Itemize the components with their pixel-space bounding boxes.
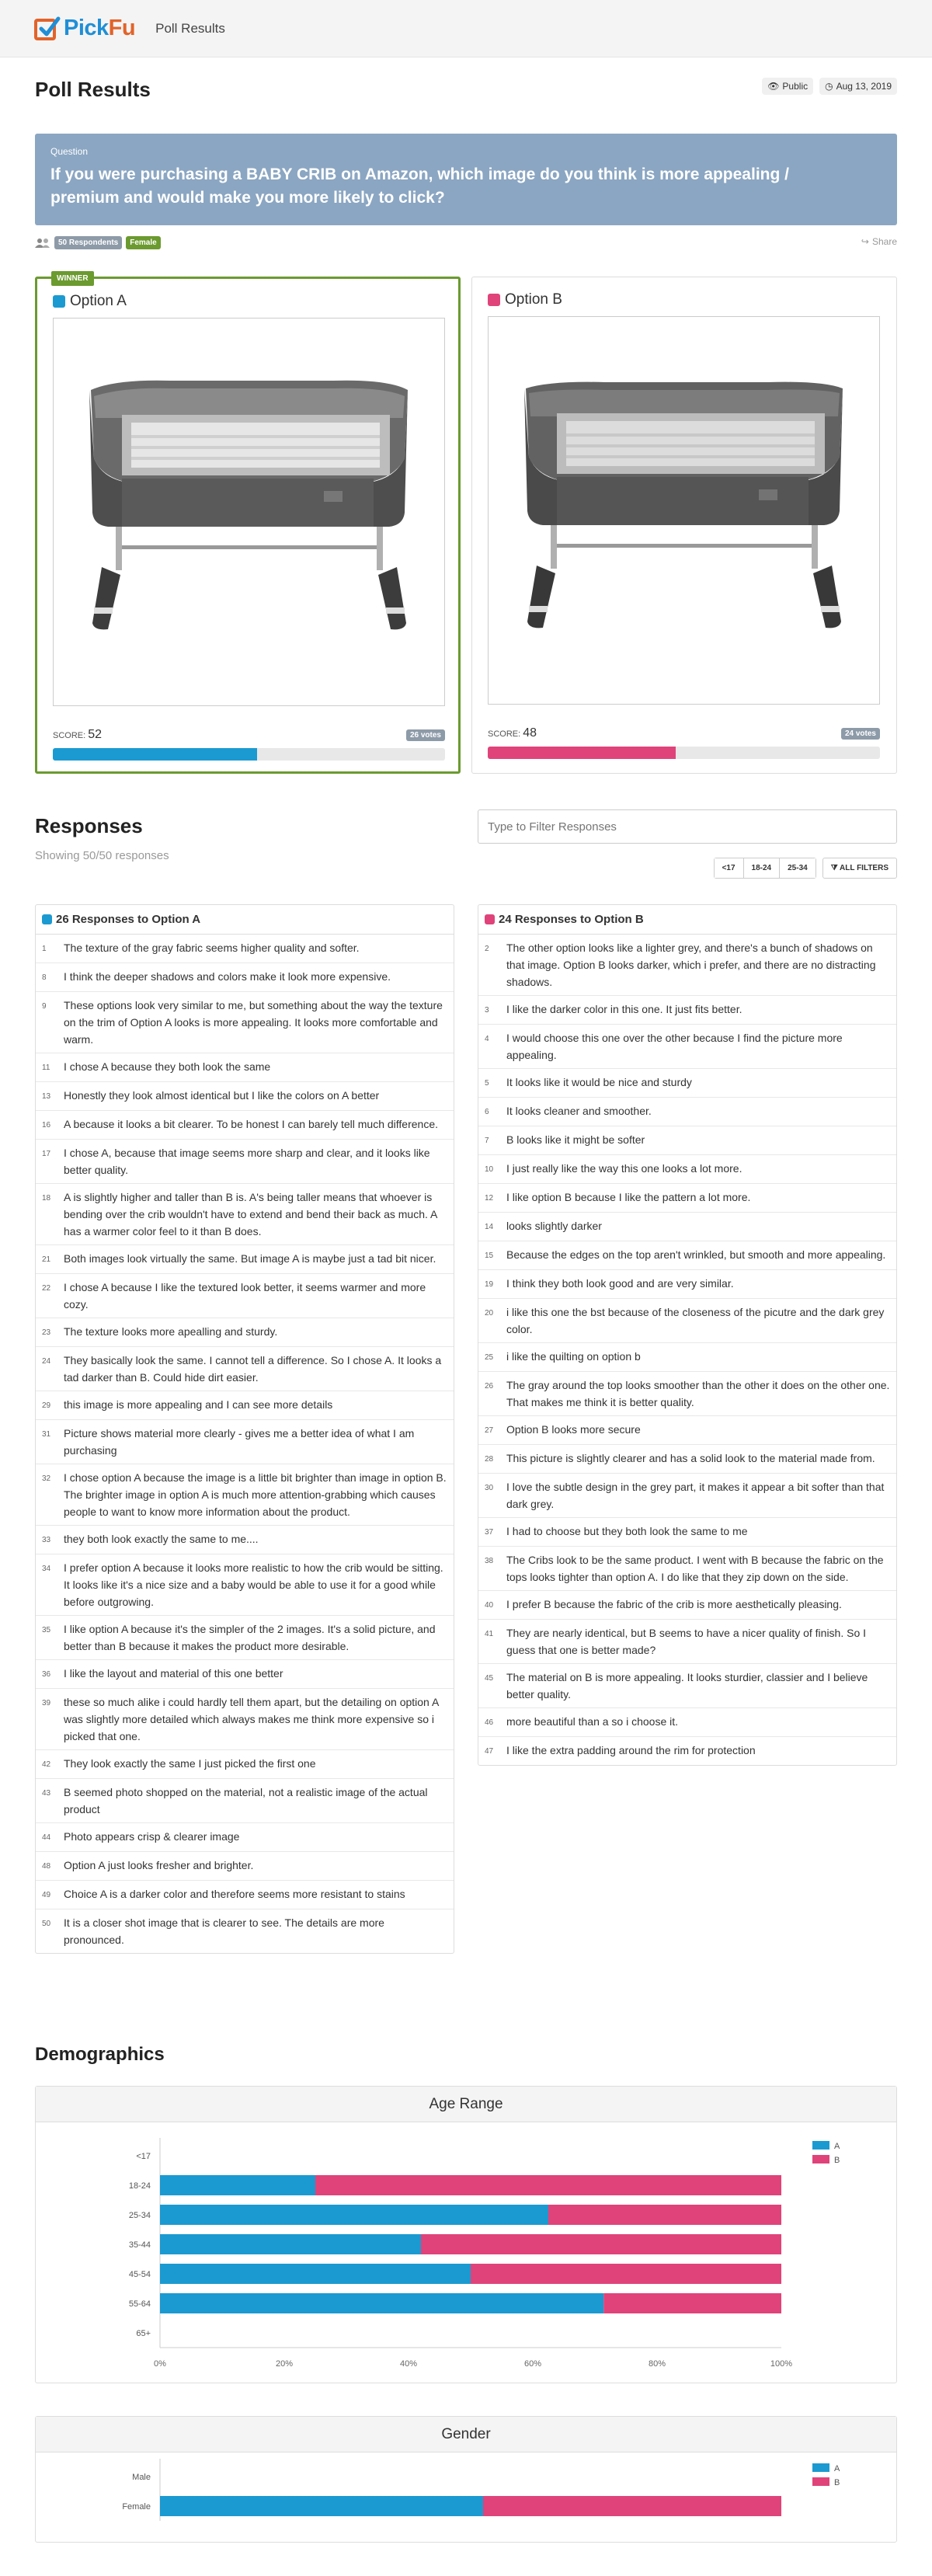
response-text: I chose A because I like the textured look better, it seems warmer and more cozy. (64, 1281, 426, 1311)
response-item (36, 1750, 454, 1779)
response-number: 2 (485, 945, 489, 953)
response-text: These options look very similar to me, but something about the way the texture on the trim of Option A looks is more appealing. It looks more comfortable and warm. (64, 999, 443, 1046)
response-item (36, 1318, 454, 1347)
response-item (478, 1098, 896, 1126)
response-item (478, 1126, 896, 1155)
response-text: Option B looks more secure (506, 1423, 641, 1436)
response-number: 30 (485, 1484, 494, 1492)
filter-under-17[interactable]: <17 (715, 858, 744, 878)
response-text: They look exactly the same I just picked the first one (64, 1757, 316, 1770)
response-item (36, 1779, 454, 1823)
response-text: i like this one the bst because of the closeness of the picutre and the dark grey color. (506, 1306, 885, 1335)
response-text: Both images look virtually the same. But image A is maybe just a tad bit nicer. (64, 1252, 436, 1265)
filter-18-24[interactable]: 18-24 (744, 858, 781, 878)
response-number: 4 (485, 1035, 489, 1043)
legend-swatch-a (812, 2463, 829, 2472)
response-text: The material on B is more appealing. It looks sturdier, classier and I believe better quality. (506, 1671, 868, 1701)
response-item (36, 1347, 454, 1391)
response-number: 18 (42, 1194, 51, 1203)
filter-icon: ⧩ (830, 864, 838, 872)
option-a-header (53, 293, 127, 310)
response-number: 28 (485, 1455, 494, 1464)
x-tick-label: 0% (154, 2359, 166, 2369)
response-text: Option A just looks fresher and brighter. (64, 1859, 254, 1871)
option-b-responses-header: 24 Responses to Option B (478, 905, 896, 935)
age-range-chart (36, 2122, 896, 2379)
response-item (478, 1069, 896, 1098)
response-text: I prefer option A because it looks more realistic to how the crib would be sitting. It looks like it's a nice size and a baby would be able to use it for a good while before outgrowing. (64, 1561, 443, 1608)
category-label: 25-34 (128, 2211, 151, 2220)
response-text: this image is more appealing and I can see more details (64, 1398, 333, 1411)
option-b-score-row (488, 726, 880, 740)
response-number: 9 (42, 1002, 47, 1011)
response-item (478, 1620, 896, 1664)
option-b-responses-swatch (485, 914, 495, 924)
option-a-responses-header: 26 Responses to Option A (36, 905, 454, 935)
response-item (36, 1852, 454, 1881)
response-item (36, 1082, 454, 1111)
visibility-badge: 👁 Public (762, 78, 813, 95)
bar-b-45-54 (471, 2264, 781, 2284)
category-label: 18-24 (128, 2181, 151, 2191)
response-text: I just really like the way this one looks a lot more. (506, 1162, 742, 1175)
option-a-image[interactable] (53, 318, 445, 706)
response-item (478, 1474, 896, 1518)
response-text: I love the subtle design in the grey part, it makes it appear a bit softer than that dark grey. (506, 1481, 885, 1510)
category-label: <17 (136, 2152, 151, 2161)
response-item (36, 1140, 454, 1184)
option-b-name: Option B (505, 291, 562, 308)
response-item (478, 1155, 896, 1184)
response-number: 49 (42, 1891, 51, 1899)
bar-b-Female (483, 2496, 781, 2516)
users-icon (35, 238, 50, 249)
response-number: 33 (42, 1536, 51, 1544)
response-item (478, 1416, 896, 1445)
response-text: A is slightly higher and taller than B is. A's being taller means that whoever is bending over the crib wouldn't have to extend and bend their back as much. A has a warmer color feel to it than B does. (64, 1191, 437, 1238)
x-tick-label: 100% (770, 2359, 793, 2369)
option-a-score-bar (53, 748, 445, 761)
response-number: 50 (42, 1920, 51, 1928)
response-item (36, 1274, 454, 1318)
bar-a-18-24 (160, 2175, 315, 2195)
top-nav-bar (0, 0, 932, 57)
response-item (478, 1025, 896, 1069)
responses-count: Showing 50/50 responses (35, 849, 169, 862)
response-item (478, 996, 896, 1025)
response-number: 3 (485, 1006, 489, 1015)
response-item (478, 1547, 896, 1591)
crib-image-a (54, 319, 444, 705)
x-tick-label: 60% (523, 2359, 542, 2369)
response-item (36, 1616, 454, 1660)
option-a-responses (35, 904, 454, 1954)
legend-label: B (834, 2156, 840, 2165)
response-text: The texture of the gray fabric seems higher quality and softer. (64, 942, 360, 954)
response-item (36, 1689, 454, 1750)
option-a-score: SCORE: 52 (53, 728, 103, 741)
gender-chart-card (35, 2416, 897, 2543)
category-label: Male (132, 2473, 151, 2482)
response-text: The gray around the top looks smoother than the other it does on the other one. That makes me think it is better quality. (506, 1379, 890, 1408)
response-number: 13 (42, 1092, 51, 1101)
response-number: 32 (42, 1474, 51, 1483)
option-a-responses-swatch (42, 914, 52, 924)
option-b-score-fill (488, 747, 676, 759)
option-b-image[interactable] (488, 316, 880, 705)
response-number: 34 (42, 1565, 51, 1573)
legend-label: A (834, 2464, 840, 2473)
response-item (36, 1053, 454, 1082)
response-item (36, 1554, 454, 1616)
gender-tag: Female (126, 236, 160, 249)
response-item (478, 1518, 896, 1547)
response-text: Choice A is a darker color and therefore seems more resistant to stains (64, 1888, 405, 1900)
response-item (36, 1111, 454, 1140)
response-number: 25 (485, 1353, 494, 1362)
response-number: 11 (42, 1063, 50, 1072)
option-a-response-list (36, 935, 454, 1953)
response-number: 39 (42, 1699, 51, 1707)
filter-25-34[interactable]: 25-34 (780, 858, 816, 878)
response-item (478, 1213, 896, 1241)
response-number: 17 (42, 1150, 51, 1158)
logo-check-icon (34, 16, 61, 42)
response-text: It is a closer shot image that is clearer to see. The details are more pronounced. (64, 1916, 384, 1946)
response-text: I chose A, because that image seems more sharp and clear, and it looks like better quality. (64, 1147, 430, 1176)
response-item (478, 935, 896, 996)
nav-poll-results-link[interactable]: Poll Results (155, 20, 225, 36)
response-item (36, 1660, 454, 1689)
x-tick-label: 80% (648, 2359, 666, 2369)
response-text: I think they both look good and are very similar. (506, 1277, 734, 1290)
option-b-card[interactable] (471, 277, 897, 774)
all-filters-button[interactable]: ⧩ ALL FILTERS (822, 858, 897, 879)
response-item (36, 1464, 454, 1526)
option-a-score-row (53, 728, 445, 742)
response-number: 27 (485, 1426, 494, 1435)
response-number: 15 (485, 1251, 494, 1260)
logo-text: PickFu (64, 16, 136, 40)
bar-b-25-34 (548, 2205, 781, 2225)
bar-a-Female (160, 2496, 483, 2516)
response-text: The texture looks more apealling and sturdy. (64, 1325, 278, 1338)
response-number: 5 (485, 1079, 489, 1088)
response-number: 10 (485, 1165, 494, 1174)
response-number: 38 (485, 1557, 494, 1565)
option-b-color-swatch (488, 294, 500, 306)
category-label: 65+ (136, 2329, 151, 2338)
option-a-color-swatch (53, 295, 65, 308)
category-label: 35-44 (128, 2240, 151, 2250)
response-item (478, 1664, 896, 1708)
response-number: 12 (485, 1194, 494, 1203)
response-item (36, 1420, 454, 1464)
response-text: It looks like it would be nice and sturdy (506, 1076, 692, 1088)
legend-swatch-a (812, 2141, 829, 2150)
option-a-votes-badge: 26 votes (406, 729, 445, 741)
bar-b-18-24 (315, 2175, 781, 2195)
response-item (36, 963, 454, 992)
response-number: 20 (485, 1309, 494, 1318)
age-filter-group (714, 858, 816, 879)
x-tick-label: 40% (399, 2359, 418, 2369)
response-number: 45 (485, 1674, 494, 1683)
response-number: 42 (42, 1760, 51, 1769)
response-number: 40 (485, 1601, 494, 1610)
response-item (36, 1245, 454, 1274)
legend-swatch-b (812, 2155, 829, 2163)
response-text: Because the edges on the top aren't wrinkled, but smooth and more appealing. (506, 1248, 886, 1261)
gender-chart-title: Gender (36, 2417, 896, 2452)
response-number: 1 (42, 945, 47, 953)
responses-title: Responses (35, 814, 143, 837)
response-text: The Cribs look to be the same product. I went with B because the fabric on the tops looks tighter than option A. I do like that they zip down on the side. (506, 1554, 884, 1583)
gender-chart (36, 2452, 896, 2538)
response-number: 46 (485, 1718, 494, 1727)
bar-b-35-44 (421, 2234, 781, 2254)
response-number: 44 (42, 1833, 51, 1842)
response-item (36, 1526, 454, 1554)
response-item (478, 1445, 896, 1474)
option-b-score: SCORE: 48 (488, 726, 537, 740)
response-item (36, 1391, 454, 1420)
response-number: 31 (42, 1430, 51, 1439)
question-text: If you were purchasing a BABY CRIB on Amazon, which image do you think is more appealing / premium and would make you more likely to click? (50, 165, 789, 207)
age-range-chart-card (35, 2086, 897, 2383)
response-number: 37 (485, 1528, 494, 1537)
response-number: 43 (42, 1789, 51, 1798)
response-number: 7 (485, 1137, 489, 1145)
clock-icon: ◷ (825, 81, 833, 92)
response-text: I chose A because they both look the same (64, 1060, 271, 1073)
response-number: 26 (485, 1382, 494, 1391)
question-label: Question (50, 146, 89, 157)
response-item (36, 935, 454, 963)
filter-responses-input[interactable] (478, 809, 897, 844)
response-text: This picture is slightly clearer and has a solid look to the material made from. (506, 1452, 875, 1464)
response-text: Honestly they look almost identical but I like the colors on A better (64, 1089, 380, 1102)
response-number: 22 (42, 1284, 51, 1293)
response-text: I prefer B because the fabric of the crib is more aesthetically pleasing. (506, 1598, 842, 1610)
response-text: B looks like it might be softer (506, 1133, 645, 1146)
response-number: 6 (485, 1108, 489, 1116)
bar-a-45-54 (160, 2264, 471, 2284)
bar-a-55-64 (160, 2293, 603, 2313)
response-item (478, 1372, 896, 1416)
response-text: Photo appears crisp & clearer image (64, 1830, 240, 1843)
response-item (478, 1708, 896, 1737)
demographics-title: Demographics (35, 2044, 165, 2065)
response-text: I had to choose but they both look the same to me (506, 1525, 748, 1537)
response-text: I like option B because I like the pattern a lot more. (506, 1191, 751, 1203)
response-text: i like the quilting on option b (506, 1350, 641, 1363)
winner-badge: WINNER (51, 271, 94, 286)
response-item (478, 1737, 896, 1765)
question-banner (35, 134, 897, 225)
response-item (478, 1184, 896, 1213)
response-item (478, 1241, 896, 1270)
category-label: 55-64 (128, 2299, 151, 2309)
share-icon: ↪ (861, 236, 869, 247)
response-number: 16 (42, 1121, 51, 1130)
bar-a-25-34 (160, 2205, 548, 2225)
response-item (36, 1881, 454, 1909)
response-text: I like option A because it's the simpler of the 2 images. It's a solid picture, and better than B because it makes the product more desirable. (64, 1623, 436, 1652)
response-text: Picture shows material more clearly - gives me a better idea of what I am purchasing (64, 1427, 415, 1457)
response-number: 29 (42, 1401, 51, 1410)
response-number: 24 (42, 1357, 51, 1366)
response-item (36, 1823, 454, 1852)
date-badge: ◷ Aug 13, 2019 (819, 78, 897, 95)
audience-tags (35, 236, 161, 249)
bar-b-55-64 (603, 2293, 781, 2313)
response-text: They basically look the same. I cannot tell a difference. So I chose A. It looks a tad darker than B. Could hide dirt easier. (64, 1354, 442, 1384)
option-b-header (488, 291, 562, 308)
response-number: 8 (42, 973, 47, 982)
response-text: It looks cleaner and smoother. (506, 1105, 652, 1117)
response-text: They are nearly identical, but B seems to have a nicer quality of finish. So I guess that one is better made? (506, 1627, 867, 1656)
category-label: 45-54 (128, 2270, 151, 2279)
response-item (478, 1591, 896, 1620)
response-number: 48 (42, 1862, 51, 1871)
share-button[interactable]: ↪ Share (861, 236, 897, 247)
x-tick-label: 20% (275, 2359, 294, 2369)
response-text: they both look exactly the same to me.... (64, 1533, 259, 1545)
response-number: 23 (42, 1328, 51, 1337)
legend-label: B (834, 2478, 840, 2487)
response-item (478, 1343, 896, 1372)
response-item (478, 1270, 896, 1299)
crib-image-b (489, 317, 879, 704)
option-b-responses (478, 904, 897, 1766)
response-text: I like the layout and material of this one better (64, 1667, 283, 1680)
response-number: 47 (485, 1747, 494, 1756)
response-number: 36 (42, 1670, 51, 1679)
response-text: I think the deeper shadows and colors make it look more expensive. (64, 970, 391, 983)
response-text: A because it looks a bit clearer. To be honest I can barely tell much difference. (64, 1118, 438, 1130)
eye-icon: 👁 (767, 81, 780, 92)
response-text: I chose option A because the image is a little bit brighter than image in option B. The brighter image in option A is much more attention-grabbing which causes people to want to know more information about the product. (64, 1471, 447, 1518)
response-number: 14 (485, 1223, 494, 1231)
response-text: more beautiful than a so i choose it. (506, 1715, 679, 1728)
response-text: The other option looks like a lighter grey, and there's a bunch of shadows on that image. Option B looks darker, which i prefer, and there are no distracting shadows. (506, 942, 876, 988)
pickfu-logo[interactable] (34, 16, 135, 42)
option-b-score-bar (488, 747, 880, 759)
option-a-name: Option A (70, 293, 127, 309)
response-number: 19 (485, 1280, 494, 1289)
option-b-response-list (478, 935, 896, 1765)
respondents-tag: 50 Respondents (54, 236, 122, 249)
option-a-score-fill (53, 748, 257, 761)
response-text: these so much alike i could hardly tell them apart, but the detailing on option A was slightly more detailed which always makes me think more expensive so i picked that one. (64, 1696, 439, 1742)
response-filters (714, 858, 897, 879)
legend-label: A (834, 2142, 840, 2151)
page-title: Poll Results (35, 78, 151, 101)
category-label: Female (122, 2502, 151, 2512)
response-text: I like the extra padding around the rim for protection (506, 1744, 756, 1756)
response-item (478, 1299, 896, 1343)
response-number: 41 (485, 1630, 494, 1638)
legend-swatch-b (812, 2477, 829, 2486)
response-text: B seemed photo shopped on the material, not a realistic image of the actual product (64, 1786, 428, 1815)
option-a-card[interactable] (35, 274, 461, 774)
response-text: I like the darker color in this one. It just fits better. (506, 1003, 742, 1015)
response-item (36, 1909, 454, 1953)
response-number: 35 (42, 1626, 51, 1634)
response-number: 21 (42, 1255, 51, 1264)
age-range-chart-title: Age Range (36, 2087, 896, 2122)
response-item (36, 1184, 454, 1245)
poll-meta (762, 78, 897, 95)
option-b-votes-badge: 24 votes (841, 728, 880, 740)
response-item (36, 992, 454, 1053)
response-text: I would choose this one over the other because I find the picture more appealing. (506, 1032, 843, 1061)
bar-a-35-44 (160, 2234, 421, 2254)
response-text: looks slightly darker (506, 1220, 602, 1232)
